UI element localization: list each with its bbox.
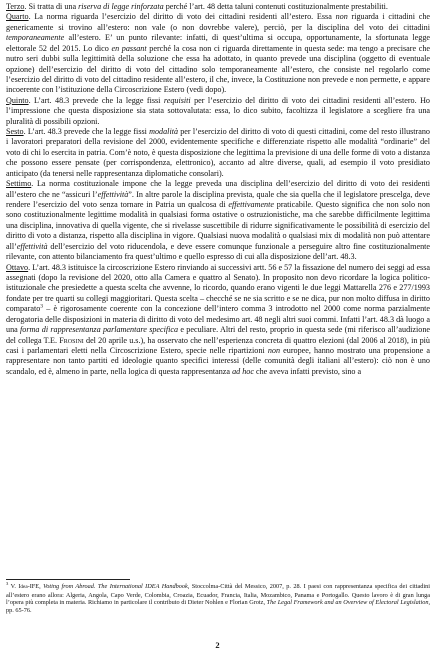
text-run: e peculiare. Altri del resto, proprio in questa sede (mi riferisco all’audizione del collega T.E.: [6, 325, 431, 345]
text-run: europee, hanno mostrato una propensione a rappresentare non tanto partiti ed ideologie quanto specifici interessi (delle comunità degli italiani all’estero): ciò non è uno scandalo, ed è, almeno in parte, nella logica di questa rappresentanza: [6, 345, 430, 376]
italic-run: effettività: [97, 189, 129, 199]
paragraph-settimo: [6, 179, 430, 262]
text-run: dell’esercizio del voto riducendola, e deve essere comunque funzionale a perseguire altro fine costituzionalmente rilevante, con attento bilanciamento fra quest’ultimo e quello espresso di cui alla disposizione dell’art. 48.3.: [6, 241, 430, 262]
paragraph-sesto: [6, 127, 430, 179]
author-name: Frosini: [59, 335, 84, 345]
italic-run: en passant: [111, 43, 147, 53]
paragraph-quarto: [6, 12, 430, 95]
text-run: praticabile. Questo significa che non solo non sono costituzionalmente legittime modalità in qualsiasi forma ostative o ostruzionistiche, ma che sarebbe difficilmente legittima una disciplina, innovativa di quella vigente, che si rivelasse suscettibile di ridurre significativamente le possibilità di esercizio del diritto di voto a distanza, rispetto alla disciplina in vigore. Qualsiasi nuova modalità o qualsiasi mix di modalità non può attentare all’: [6, 200, 430, 251]
text-run: , Stoccolma-Città del Messico, 2007, p. 28. I paesi con rappresentanza specifica dei cittadini all’estero erano allora: Algeria, Angola, Capo Verde, Colombia, Croazia, Ecuador, Francia, Italia, Mozambico, Panama e Portogallo. Questo lavoro è di gran lunga l’opera più completa in materia. Richiamo in particolare il contributo di Dieter Nohlen e Florian Grotz,: [6, 583, 430, 607]
text-run: perché l’art. 48 detta taluni contenuti costituzionalmente prestabiliti.: [163, 2, 388, 11]
text-run: -IFE,: [27, 583, 44, 590]
paragraph-quinto: [6, 96, 430, 127]
page-number: 2: [215, 640, 220, 650]
text-run: per l’esercizio del diritto di voto di questi cittadini, come del resto illustrano i lavoratori preparatori della revisione del 2000, evidentemente specifiche e differenziate rispetto alle modalità “ordinarie” del voto di chi lo esercita in patria. Com’è noto, è questa disposizione che legittima la previsione di una delle forme di voto a distanza che possono essere pensate (per corrispondenza, elettronico), accanto ad altre diverse, quali, ad esempio il voto presidiato anticipato (da tenersi nelle rappresentanza diplomatiche consolari).: [6, 127, 430, 178]
text-run: – è rigorosamente coerente con la concezione dell’intero comma 3 introdotto nel 2000 come norma parzialmente derogatoria delle disposizioni in materia di diritto di voto del medesimo art. 48 negli altri suoi commi. Infatti l’art. 48.3 dà luogo a una: [6, 304, 430, 335]
text-run: . L’art. 48.3 istituisce la circoscrizione Estero rinviando ai successivi artt. 56 e 57 la fissazione del numero dei seggi ad essa assegnati (dopo la revisione del 2020, otto alla Camera e quattro al Senato). In proposito non devo ricordare la logica politico-istituzionale che presiedette a questa scelta che avvenne, lo ricordo, quando erano vigenti le due leggi Mattarella 276 e 277/1993 fondate per tre quarti su collegi maggioritari. Questa scelta – checché se ne sia scritto e se ne dica, pur non molto diffusa in diritto comparato: [6, 262, 430, 314]
text-run: . La norma riguarda l’esercizio del diritto di voto dei cittadini residenti all’estero. Essa: [28, 12, 336, 22]
italic-run: effettivamente: [228, 200, 274, 210]
text-run: che aveva infatti previsto, sino a: [253, 366, 362, 376]
paragraph-heading: Terzo: [6, 2, 25, 11]
italic-run: effettività: [16, 241, 48, 251]
italic-run: temporaneamente: [6, 33, 65, 43]
text-run: . L’art. 48.3 prevede che la legge fissi: [23, 127, 150, 137]
body-text: [6, 2, 430, 377]
italic-run: non: [267, 345, 281, 355]
text-run: del 20 aprile u.s.), ha osservato che nell’esperienza concreta di quattro elezioni (dal 2006 al 2018), in più casi i parlamentari eletti nella Circoscrizione Estero, specie nelle ripartizioni: [6, 335, 430, 355]
italic-run: The Legal Framework and an Overview of Electoral Legislation: [266, 599, 429, 607]
text-run: perché la cosa non ci riguarda direttamente in questa sede: ma tengo a precisare che nutro seri dubbi sulla legittimità della soluzione che essa ha adottato, in quanto prevede una disciplina (oggetto di eventuale opzione) dell’esercizio del diritto di voto del cittadino solo temporaneamente all’estero, che consiste nel regolarlo come l’esercizio del diritto di voto del cittadino residente all’estero, il che, invece, la Costituzione non prevede e non permette, e appare incoerente con l’istituzione della Circoscrizione Estero (vedi dopo).: [6, 43, 430, 95]
paragraph-terzo: [6, 2, 430, 12]
text-run: . Si tratta di una: [24, 2, 79, 11]
paragraph-heading: Quinto: [6, 95, 29, 105]
text-run: , pp. 65-76.: [6, 599, 431, 614]
italic-run: requisiti: [163, 95, 191, 105]
italic-run: Voting from Abroad. The International IDEA Handbook: [43, 583, 188, 590]
paragraph-heading: Settimo: [6, 179, 32, 189]
italic-run: ad hoc: [232, 366, 254, 376]
footnote-separator: [6, 579, 130, 580]
text-run: per l’esercizio del diritto di voto dei cittadini residenti all’estero. Ho l’impressione che questa disposizione sia stata sottovalutata: essa, lo dico subito, facoltizza il legislatore a scegliere fra una pluralità di possibili opzioni.: [6, 95, 430, 126]
italic-run: non: [335, 12, 348, 22]
footnote-reference[interactable]: 3: [40, 303, 44, 310]
text-run: V. I: [8, 583, 21, 590]
paragraph-heading: Ottavo: [6, 262, 29, 272]
italic-run: modalità: [149, 127, 179, 137]
text-run: dea: [20, 584, 28, 590]
paragraph-heading: Quarto: [6, 12, 29, 22]
italic-run: riserva di legge rinforzata: [78, 2, 164, 11]
text-run: all’estero. E’ un punto rilevante: infatti, di quest’ultima si occupa, opportunamente, la sfortunata legge elettorale 52 del 2015. Lo dico: [6, 33, 430, 53]
italic-run: forma di rappresentanza parlamentare specifica: [20, 325, 179, 335]
footnote: [6, 580, 431, 614]
text-run: ”. In altre parole la disciplina prevista, quale che sia quella che il legislatore prescelga, deve rendere l’esercizio del voto senza tornare in Patria un qualcosa di: [6, 189, 430, 210]
paragraph-ottavo: [6, 263, 430, 378]
footnote-text: [6, 580, 431, 614]
paragraph-heading: Sesto: [6, 127, 24, 137]
footnote-mark: 3: [6, 580, 9, 586]
text-run: riguarda i cittadini che genericamente si trovino all’estero: non vale (o non dovrebbe valere), perciò, per la disciplina del voto dei cittadini: [6, 12, 430, 32]
text-run: . La norma costituzionale impone che la legge preveda una disciplina dell’esercizio del diritto di voto dei residenti all’estero che ne “assicuri l’: [6, 179, 430, 199]
text-run: . L’art. 48.3 prevede che la legge fissi: [28, 95, 164, 105]
